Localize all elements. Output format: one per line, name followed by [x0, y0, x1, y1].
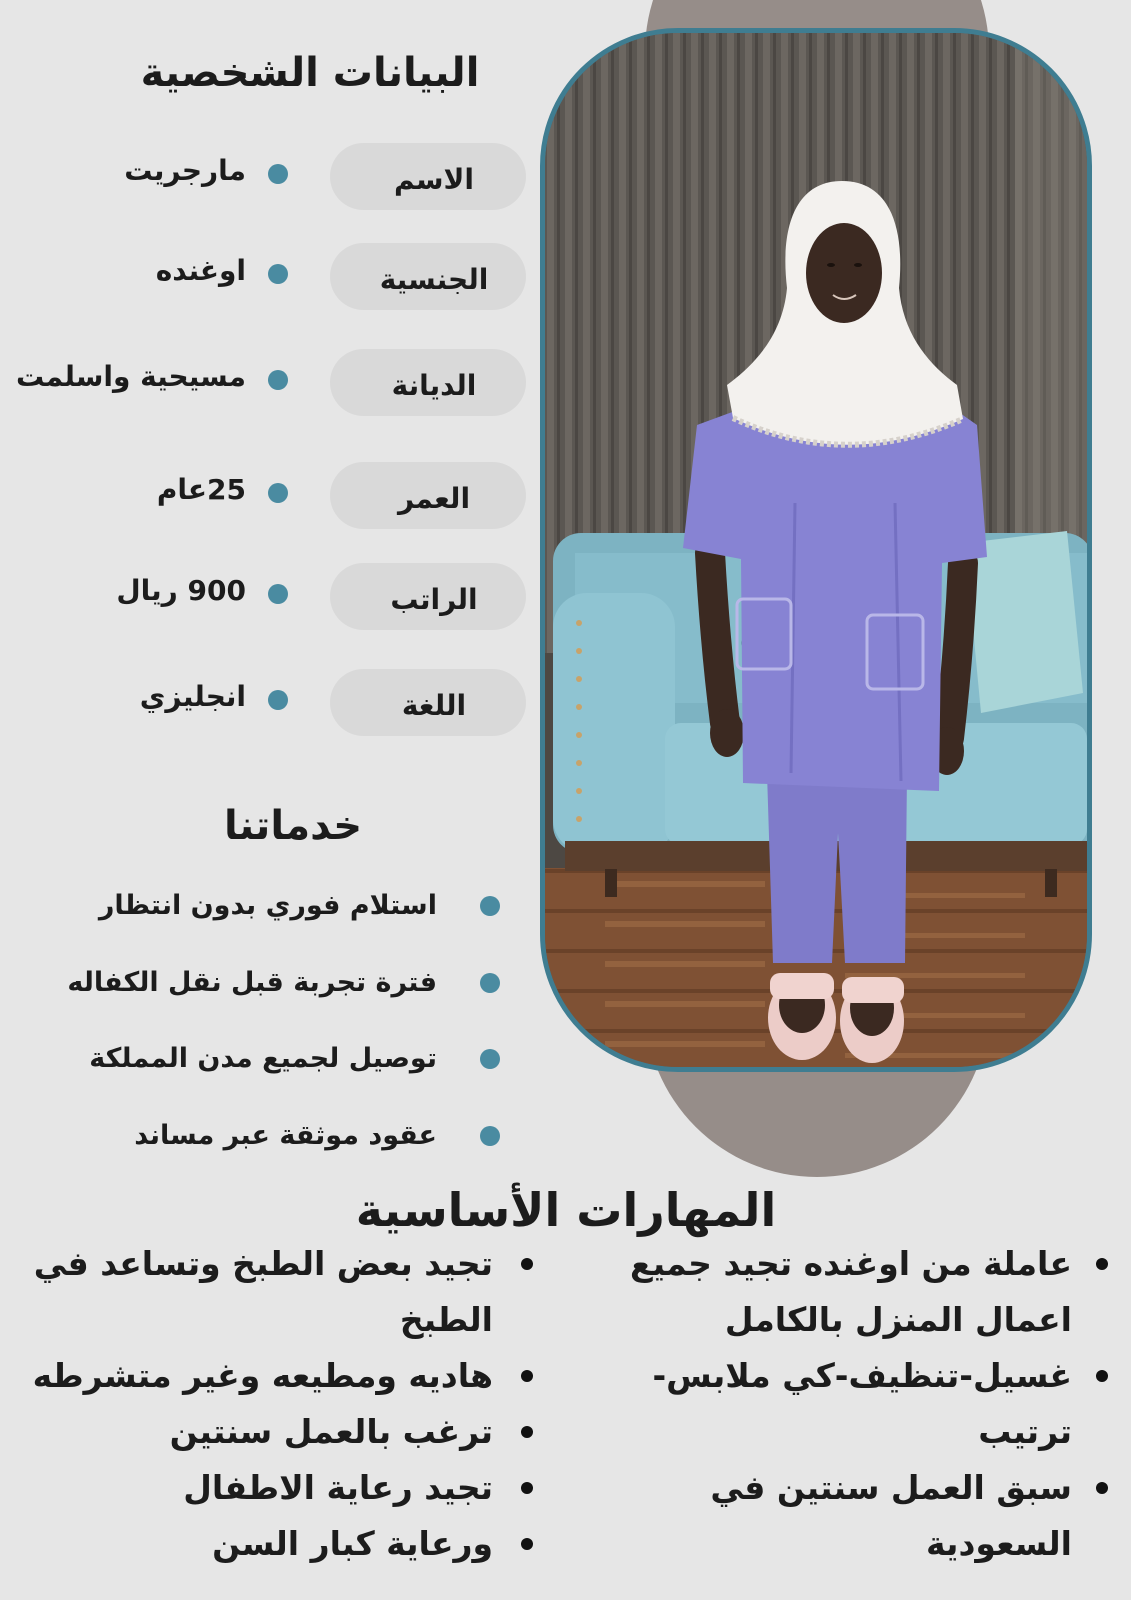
worker-photo-frame	[540, 28, 1092, 1072]
bullet-icon	[521, 1538, 533, 1550]
teal-dot-icon	[268, 264, 288, 284]
bullet-icon	[521, 1258, 533, 1270]
info-value: 900 ريال	[116, 574, 246, 607]
info-label-pill	[330, 563, 526, 630]
personal-data-title: البيانات الشخصية	[140, 50, 480, 96]
info-label: الراتب	[390, 582, 478, 616]
teal-dot-icon	[480, 1126, 500, 1146]
service-item	[0, 1041, 510, 1077]
info-label-pill	[330, 462, 526, 529]
bullet-icon	[1096, 1482, 1108, 1494]
info-label: العمر	[397, 481, 471, 515]
skill-text: غسيل-تنظيف-كي ملابس-ترتيب	[652, 1356, 1072, 1451]
skill-item	[567, 1236, 1072, 1348]
info-value: مارجريت	[124, 154, 246, 187]
skill-item	[567, 1348, 1072, 1460]
info-row-salary	[0, 563, 540, 630]
skills-list-right	[567, 1236, 1072, 1572]
info-value: انجليزي	[139, 680, 246, 713]
info-label-pill	[330, 243, 526, 310]
teal-dot-icon	[268, 584, 288, 604]
service-text: عقود موثقة عبر مساند	[134, 1120, 437, 1151]
skill-item	[13, 1236, 493, 1348]
bullet-icon	[521, 1426, 533, 1438]
service-item	[0, 1118, 510, 1154]
skills-list-left	[13, 1236, 493, 1572]
info-label-pill	[330, 143, 526, 210]
info-value: مسيحية واسلمت	[16, 360, 246, 393]
service-text: فترة تجربة قبل نقل الكفاله	[67, 967, 437, 998]
service-item	[0, 888, 510, 924]
skill-item	[13, 1460, 493, 1516]
info-row-name	[0, 143, 540, 210]
info-row-nationality	[0, 243, 540, 310]
teal-dot-icon	[268, 690, 288, 710]
service-item	[0, 965, 510, 1001]
teal-dot-icon	[480, 896, 500, 916]
skill-text: ورعاية كبار السن	[212, 1524, 493, 1563]
skill-item	[13, 1348, 493, 1404]
info-label: اللغة	[401, 688, 467, 722]
info-value: اوغنده	[155, 254, 246, 287]
services-title: خدماتنا	[223, 803, 363, 849]
skill-item	[567, 1460, 1072, 1572]
worker-photo	[545, 33, 1087, 1067]
skill-text: عاملة من اوغنده تجيد جميع اعمال المنزل بالكامل	[630, 1244, 1072, 1339]
skills-title: المهارات الأساسية	[355, 1183, 777, 1237]
info-label-pill	[330, 669, 526, 736]
teal-dot-icon	[268, 370, 288, 390]
info-value: 25عام	[156, 473, 246, 506]
bullet-icon	[1096, 1370, 1108, 1382]
info-label: الديانة	[391, 368, 477, 402]
skill-text: ترغب بالعمل سنتين	[169, 1412, 493, 1451]
info-label: الجنسية	[379, 262, 489, 296]
bullet-icon	[521, 1482, 533, 1494]
skill-item	[13, 1404, 493, 1460]
bullet-icon	[1096, 1258, 1108, 1270]
info-row-age	[0, 462, 540, 529]
skill-text: هاديه ومطيعه وغير متشرطه	[32, 1356, 493, 1395]
skill-item	[13, 1516, 493, 1572]
info-row-language	[0, 669, 540, 736]
info-label: الاسم	[394, 162, 474, 196]
service-text: استلام فوري بدون انتظار	[98, 890, 437, 921]
skill-text: تجيد رعاية الاطفال	[183, 1468, 493, 1507]
teal-dot-icon	[268, 483, 288, 503]
info-label-pill	[330, 349, 526, 416]
teal-dot-icon	[268, 164, 288, 184]
skill-text: سبق العمل سنتين في السعودية	[710, 1468, 1072, 1563]
info-row-religion	[0, 349, 540, 416]
teal-dot-icon	[480, 973, 500, 993]
teal-dot-icon	[480, 1049, 500, 1069]
service-text: توصيل لجميع مدن المملكة	[89, 1043, 437, 1074]
skill-text: تجيد بعض الطبخ وتساعد في الطبخ	[33, 1244, 493, 1339]
bullet-icon	[521, 1370, 533, 1382]
